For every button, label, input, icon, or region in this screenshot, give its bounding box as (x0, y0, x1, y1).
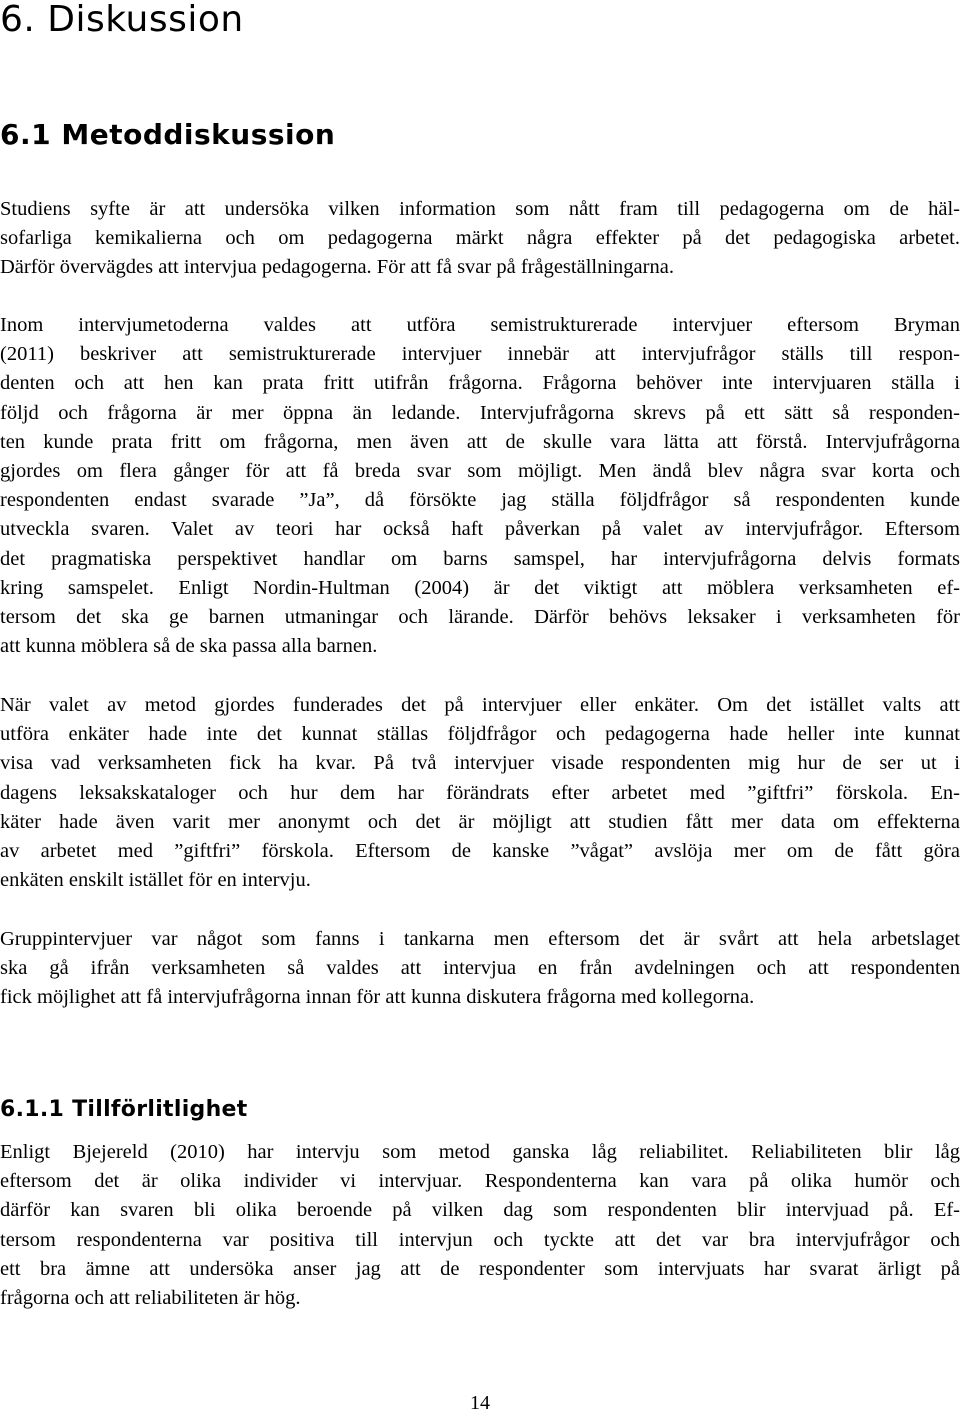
text-line: dagens leksakskataloger och hur dem har förändrats efter arbetet med ”giftfri” förskola. En- (0, 781, 960, 804)
text-line: fick möjlighet att få intervjufrågorna innan för att kunna diskutera frågorna med kollegorna. (0, 986, 755, 1009)
paragraph-reliability (0, 1138, 960, 1313)
paragraph-purpose (0, 195, 960, 283)
text-line: Inom intervjumetoderna valdes att utföra semistrukturerade intervjuer eftersom Bryman (0, 314, 960, 336)
text-line: kring samspelet. Enligt Nordin-Hultman (2004) är det viktigt att möblera verksamheten ef- (0, 576, 960, 599)
text-line: sofarliga kemikalierna och om pedagogerna märkt några effekter på det pedagogiska arbetet. (0, 227, 960, 250)
text-line: denten och att hen kan prata fritt utifrån frågorna. Frågorna behöver inte intervjuaren ställa i (0, 372, 960, 395)
text-line: När valet av metod gjordes funderades det på intervjuer eller enkäter. Om det istället valts att (0, 694, 960, 716)
text-line: enkäten enskilt istället för en intervju. (0, 869, 311, 892)
chapter-heading: 6. Diskussion (0, 0, 244, 40)
text-line: utföra enkäter hade inte det kunnat ställas följdfrågor och pedagogerna hade heller inte kunnat (0, 723, 960, 746)
text-line: Enligt Bjejereld (2010) har intervju som metod ganska låg reliabilitet. Reliabiliteten blir låg (0, 1141, 960, 1163)
text-line: tersom det ska ge barnen utmaningar och lärande. Därför behövs leksaker i verksamheten för (0, 606, 960, 629)
text-line: Gruppintervjuer var något som fanns i tankarna men eftersom det är svårt att hela arbetslaget (0, 928, 960, 950)
text-line: av arbetet med ”giftfri” förskola. Eftersom de kanske ”vågat” avslöja mer om de fått göra (0, 840, 960, 863)
text-line: Studiens syfte är att undersöka vilken information som nått fram till pedagogerna om de häl- (0, 198, 960, 220)
paragraph-interview-method (0, 311, 960, 661)
text-line: ett bra ämne att undersöka anser jag att de respondenter som intervjuats har svarat ärligt på (0, 1257, 960, 1280)
text-line: visa vad verksamheten fick ha kvar. På två intervjuer visade respondenten mig hur de ser ut i (0, 752, 960, 775)
section-heading: 6.1 Metoddiskussion (0, 118, 336, 151)
text-line: därför kan svaren bli olika beroende på vilken dag som respondenten blir intervjuad på. Ef- (0, 1199, 960, 1222)
text-line: käter hade även varit mer anonymt och det är möjligt att studien fått mer data om effekterna (0, 810, 960, 833)
text-line: eftersom det är olika individer vi intervjuar. Respondenterna kan vara på olika humör och (0, 1170, 960, 1193)
text-line: (2011) beskriver att semistrukturerade intervjuer innebär att intervjufrågor ställs till respon- (0, 343, 960, 366)
text-line: utveckla svaren. Valet av teori har också haft påverkan på valet av intervjufrågor. Eftersom (0, 518, 960, 541)
text-line: att kunna möblera så de ska passa alla barnen. (0, 635, 378, 658)
text-line: Därför övervägdes att intervjua pedagogerna. För att få svar på frågeställningarna. (0, 256, 674, 279)
text-line: gjordes om flera gånger för att få breda svar som möjligt. Men ändå blev några svar korta och (0, 460, 960, 483)
text-line: det pragmatiska perspektivet handlar om barns samspel, har intervjufrågorna delvis formats (0, 547, 960, 570)
text-line: ten kunde prata fritt om frågorna, men även att de skulle vara lätta att förstå. Intervjufrågorna (0, 430, 960, 453)
paragraph-group-interviews (0, 925, 960, 1013)
text-line: respondenten endast svarade ”Ja”, då försökte jag ställa följdfrågor så respondenten kunde (0, 489, 960, 512)
page-number: 14 (470, 1392, 490, 1414)
text-line: ska gå ifrån verksamheten så valdes att intervjua en från avdelningen och att respondenten (0, 957, 960, 980)
text-line: följd och frågorna är mer öppna än ledande. Intervjufrågorna skrevs på ett sätt så responden- (0, 401, 960, 424)
subsection-heading: 6.1.1 Tillförlitlighet (0, 1097, 248, 1122)
text-line: tersom respondenterna var positiva till intervjun och tyckte att det var bra intervjufrågor och (0, 1228, 960, 1251)
paragraph-method-choice (0, 691, 960, 895)
text-line: frågorna och att reliabiliteten är hög. (0, 1287, 301, 1310)
